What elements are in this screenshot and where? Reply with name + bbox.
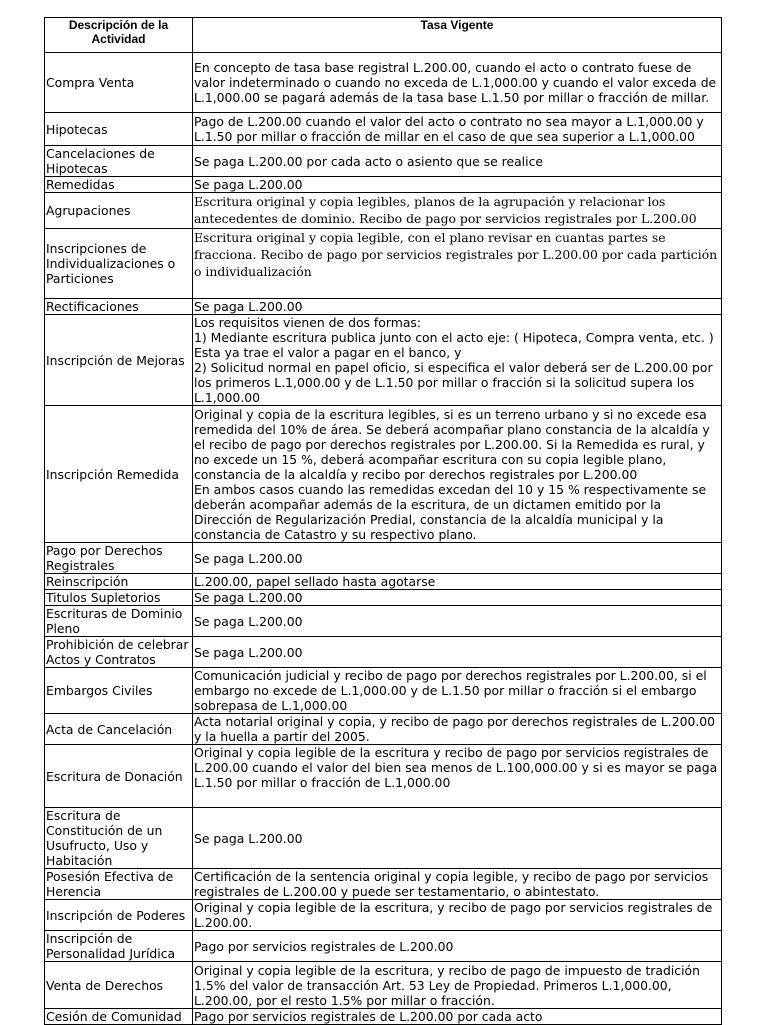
rate-cell: Certificación de la sentencia original y copia legible, y recibo de pago por servicios registrales de L.200.00 y puede ser testamentario, o abintestato.: [193, 869, 722, 900]
rate-cell: Se paga L.200.00: [193, 177, 722, 193]
table-row: [45, 714, 722, 745]
table-row: [45, 931, 722, 962]
table-row: [45, 177, 722, 193]
rate-cell: Escritura original y copia legible, con el plano revisar en cuantas partes se fracciona. Recibo de pago por servicios registrales por L.200.00 por cada partición o individualización: [193, 229, 722, 299]
activity-cell: Rectificaciones: [45, 299, 193, 315]
rate-cell: Escritura original y copia legibles, planos de la agrupación y relacionar los antecedentes de dominio. Recibo de pago por servicios registrales por L.200.00: [193, 193, 722, 229]
fees-table: [44, 17, 722, 1025]
table-row: [45, 869, 722, 900]
rate-cell: Original y copia legible de la escritura, y recibo de pago por servicios registrales de L.200.00.: [193, 900, 722, 931]
activity-cell: Escritura de Constitución de un Usufructo, Uso y Habitación: [45, 808, 193, 869]
activity-cell: Prohibición de celebrar Actos y Contratos: [45, 637, 193, 668]
table-row: [45, 53, 722, 113]
rate-cell: Se paga L.200.00: [193, 637, 722, 668]
activity-cell: Escrituras de Dominio Pleno: [45, 606, 193, 637]
table-row: [45, 146, 722, 177]
rate-cell: Pago por servicios registrales de L.200.00: [193, 931, 722, 962]
rate-cell: Pago de L.200.00 cuando el valor del acto o contrato no sea mayor a L.1,000.00 y L.1.50 por millar o fracción de millar en el caso de que sea superior a L.1,000.00: [193, 113, 722, 146]
rate-cell: Se paga L.200.00: [193, 606, 722, 637]
activity-cell: Titulos Supletorios: [45, 590, 193, 606]
rate-cell: Original y copia legible de la escritura y recibo de pago por servicios registrales de L.200.00 cuando el valor del bien sea menos de L.100,000.00 y si es mayor se paga L.1.50 por millar o fracción de L.1,000.00: [193, 745, 722, 808]
activity-cell: Inscripción de Poderes: [45, 900, 193, 931]
activity-cell: Reinscripción: [45, 574, 193, 590]
activity-cell: Inscripción de Personalidad Jurídica: [45, 931, 193, 962]
activity-cell: Pago por Derechos Registrales: [45, 543, 193, 574]
activity-cell: Embargos Civiles: [45, 668, 193, 714]
rate-cell: Original y copia de la escritura legibles, si es un terreno urbano y si no excede esa remedida del 10% de área. Se deberá acompañar plano constancia de la alcaldía y el recibo de pago por derechos registrales por L.200.00. Si la Remedida es rural, y no excede un 15 %, deberá acompañar escritura con su copia legible plano, constancia de la alcaldía y recibo por derechos registrales por L.200.00 En ambos casos cuando las remedidas excedan del 10 y 15 % respectivamente se deberán acompañar además de la escritura, de un dictamen emitido por la Dirección de Regularización Predial, constancia de la alcaldía municipal y la constancia de Catastro y su respectivo plano.: [193, 406, 722, 543]
activity-cell: Agrupaciones: [45, 193, 193, 229]
activity-cell: Acta de Cancelación: [45, 714, 193, 745]
table-row: [45, 1009, 722, 1025]
activity-cell: Cesión de Comunidad: [45, 1009, 193, 1025]
rate-cell: Se paga L.200.00: [193, 543, 722, 574]
header-activity: Descripción de la Actividad: [45, 18, 193, 53]
rate-cell: Se paga L.200.00: [193, 590, 722, 606]
table-row: [45, 808, 722, 869]
rate-cell: Los requisitos vienen de dos formas: 1) Mediante escritura publica junto con el acto eje: ( Hipoteca, Compra venta, etc. ) Esta ya trae el valor a pagar en el banco, y 2) Solicitud normal en papel oficio, si especifica el valor deberá ser de L.200.00 por los primeros L.1,000.00 y de L.1.50 por millar o fracción si la solicitud supera los L.1,000.00: [193, 315, 722, 406]
table-row: [45, 590, 722, 606]
table-row: [45, 229, 722, 299]
activity-cell: Escritura de Donación: [45, 745, 193, 808]
table-row: [45, 113, 722, 146]
table-row: [45, 962, 722, 1009]
activity-cell: Inscripciones de Individualizaciones o Particiones: [45, 229, 193, 299]
table-row: [45, 193, 722, 229]
table-row: [45, 900, 722, 931]
table-row: [45, 745, 722, 808]
activity-cell: Inscripción Remedida: [45, 406, 193, 543]
rate-cell: Se paga L.200.00: [193, 808, 722, 869]
table-row: [45, 406, 722, 543]
table-row: [45, 606, 722, 637]
table-row: [45, 668, 722, 714]
table-row: [45, 574, 722, 590]
activity-cell: Cancelaciones de Hipotecas: [45, 146, 193, 177]
activity-cell: Posesión Efectiva de Herencia: [45, 869, 193, 900]
rate-cell: Acta notarial original y copia, y recibo de pago por derechos registrales de L.200.00 y la huella a partir del 2005.: [193, 714, 722, 745]
rate-cell: Se paga L.200.00: [193, 299, 722, 315]
activity-cell: Hipotecas: [45, 113, 193, 146]
rate-cell: Original y copia legible de la escritura, y recibo de pago de impuesto de tradición 1.5% del valor de transacción Art. 53 Ley de Propiedad. Primeros L.1,000.00, L.200.00, por el resto 1.5% por millar o fracción.: [193, 962, 722, 1009]
table-row: [45, 299, 722, 315]
activity-cell: Compra Venta: [45, 53, 193, 113]
activity-cell: Inscripción de Mejoras: [45, 315, 193, 406]
activity-cell: Venta de Derechos: [45, 962, 193, 1009]
header-rate: Tasa Vigente: [193, 18, 722, 53]
table-header-row: [45, 18, 722, 53]
table-row: [45, 543, 722, 574]
rate-cell: Pago por servicios registrales de L.200.00 por cada acto: [193, 1009, 722, 1025]
table-row: [45, 637, 722, 668]
activity-cell: Remedidas: [45, 177, 193, 193]
rate-cell: Se paga L.200.00 por cada acto o asiento que se realice: [193, 146, 722, 177]
rate-cell: L.200.00, papel sellado hasta agotarse: [193, 574, 722, 590]
table-row: [45, 315, 722, 406]
rate-cell: Comunicación judicial y recibo de pago por derechos registrales por L.200.00, si el embargo no excede de L.1,000.00 y de L.1.50 por millar o fracción si el embargo sobrepasa de L.1,000.00: [193, 668, 722, 714]
rate-cell: En concepto de tasa base registral L.200.00, cuando el acto o contrato fuese de valor indeterminado o cuando no exceda de L.1,000.00 y cuando el valor exceda de L.1,000.00 se pagará además de la tasa base L.1.50 por millar o fracción de millar.: [193, 53, 722, 113]
